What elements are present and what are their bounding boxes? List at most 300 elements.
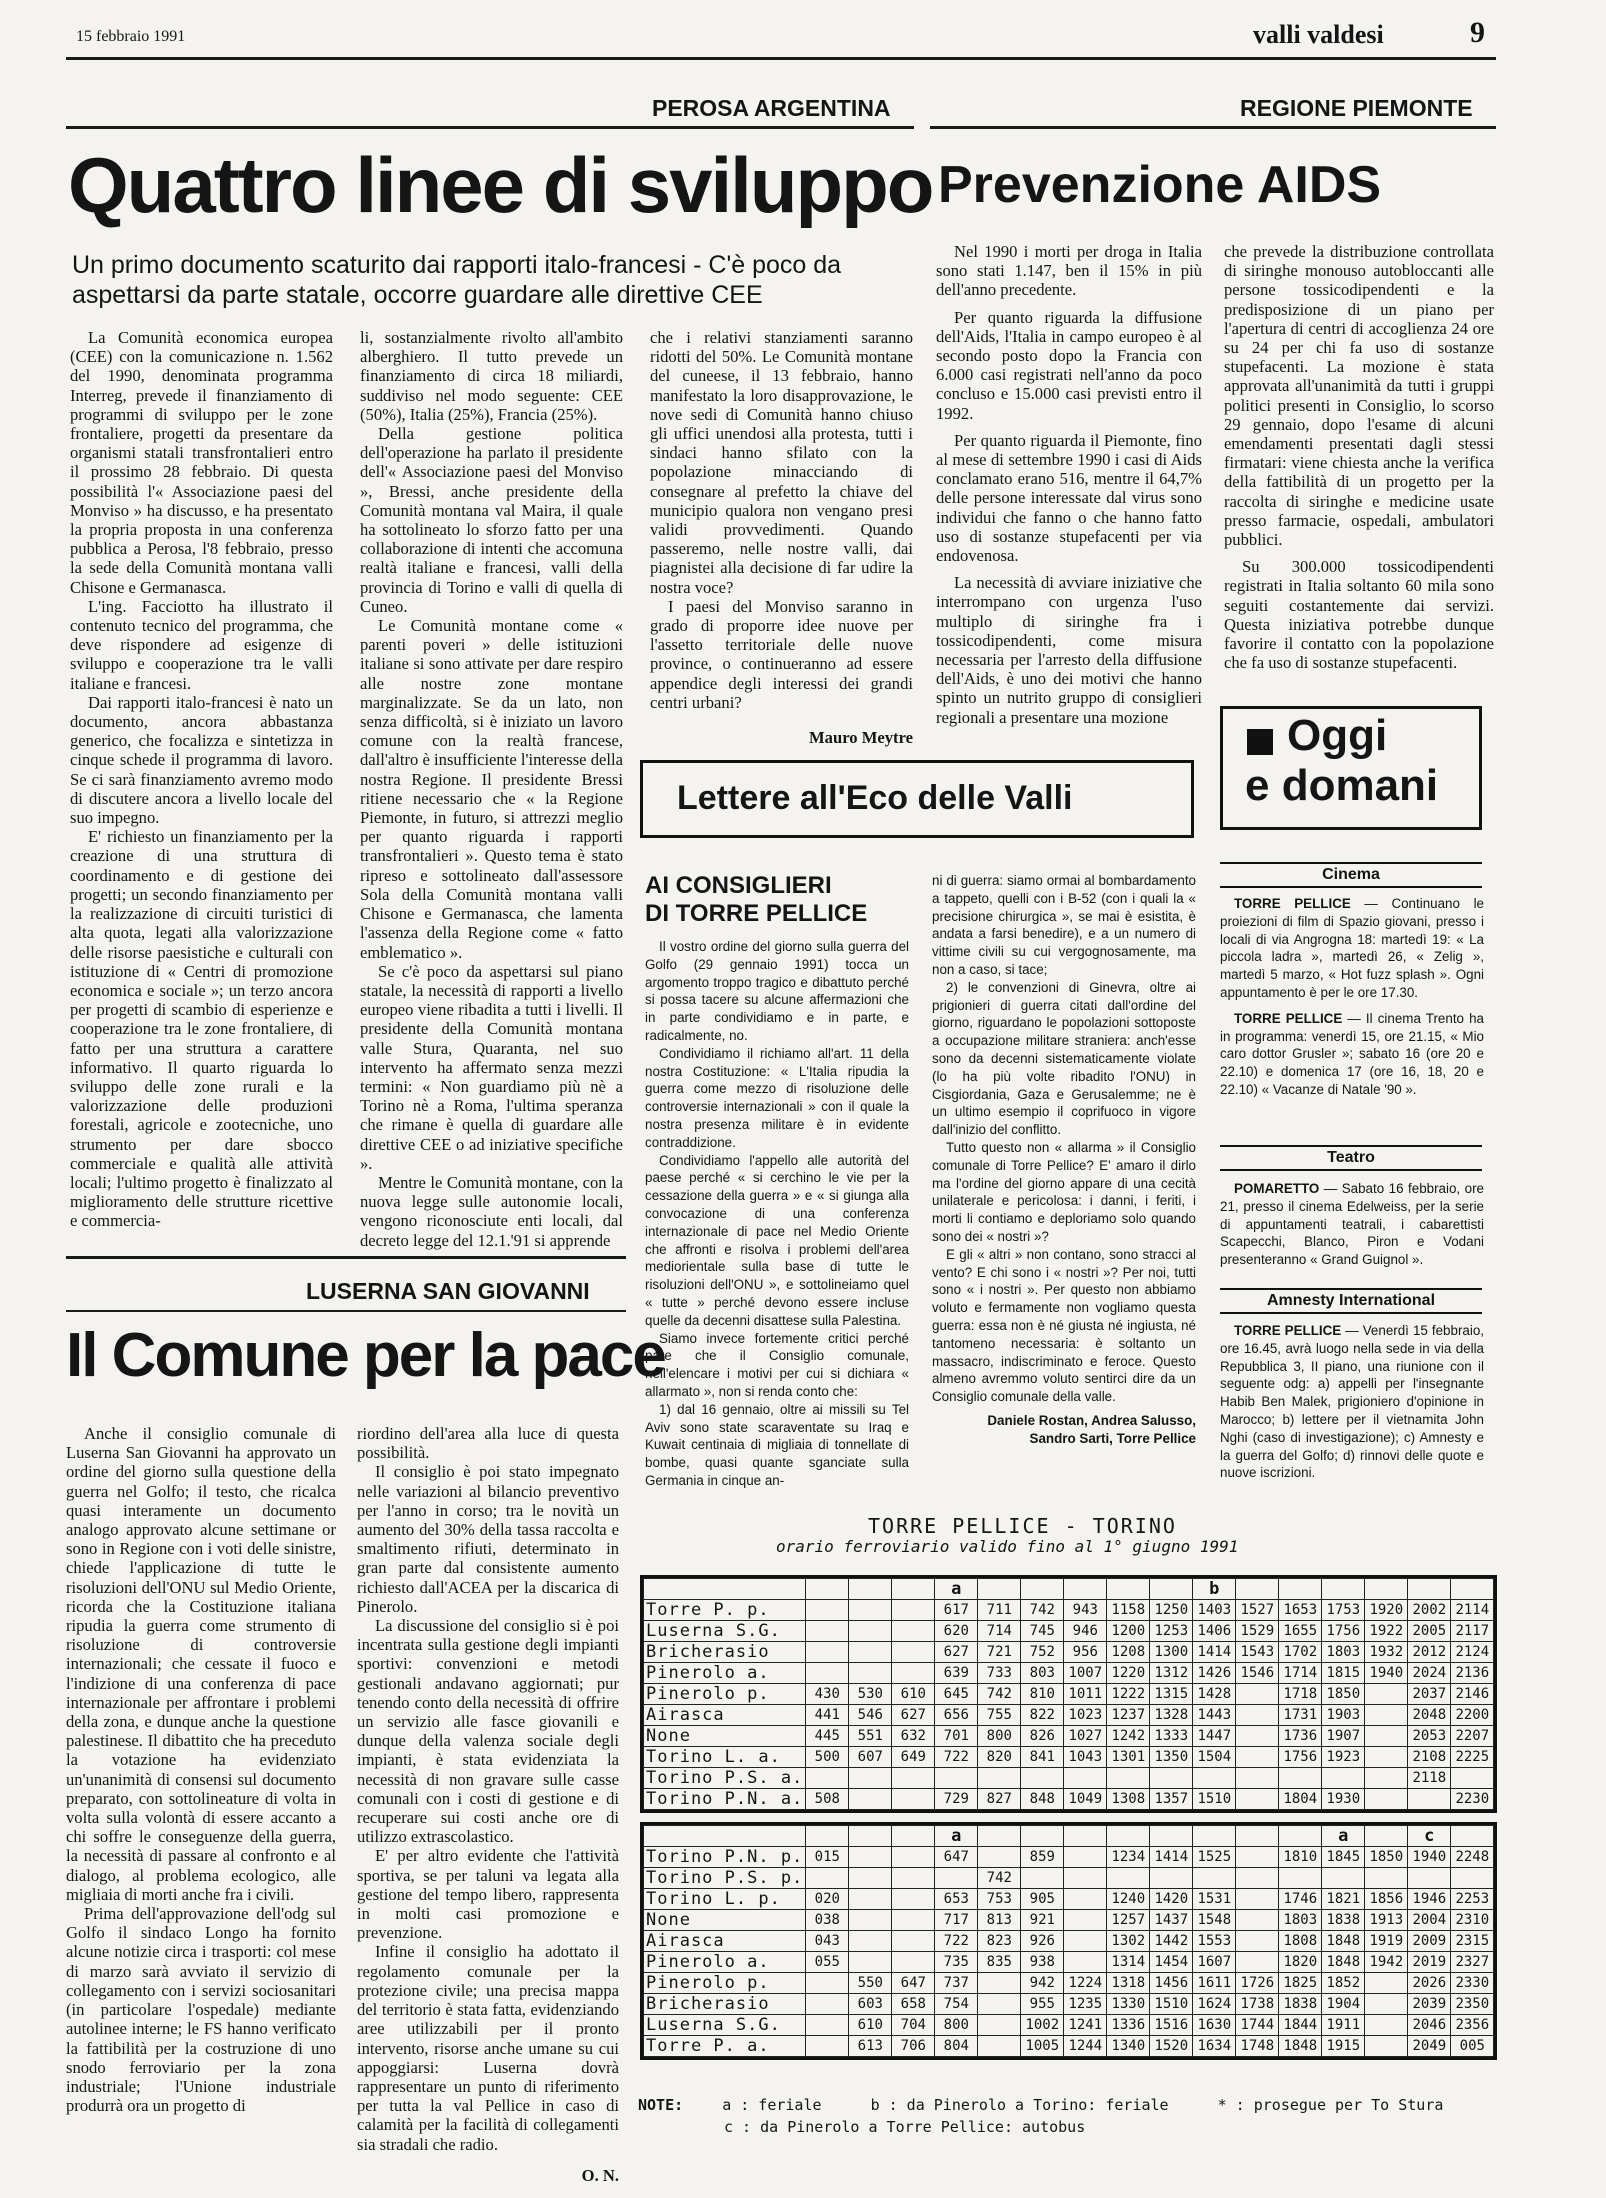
timetable-mark-cell: [1365, 1826, 1408, 1847]
timetable-time: [806, 1768, 849, 1789]
paragraph: La discussione del consiglio si è poi incentrata sulla gestione degli impianti sportivi: convenzioni e metodi gestionali andavano aggiornati; pur tenendo conto della necessità di offrire un servizio alle fasce giovanili e dunque della valenza sociale degli impianti, è stata evidenziata la necessità di non gravare sulle casse comunali con i costi di gestione e di recuperare sui costi anche ore di utilizzo extrascolastico.: [357, 1616, 619, 1847]
timetable-time: 603: [849, 1994, 892, 2015]
timetable-mark-cell: [1021, 1579, 1064, 1600]
lettere-banner-title: Lettere all'Eco delle Valli: [677, 779, 1073, 817]
paragraph: Condividiamo il richiamo all'art. 11 della nostra Costituzione: « L'Italia ripudia la guerra come mezzo di risoluzione delle controversie internazionali » con il quale la nostra presenza militare è in evidente contraddizione.: [645, 1045, 909, 1150]
timetable-time: 721: [978, 1642, 1021, 1663]
timetable-time: [1236, 1705, 1279, 1726]
timetable-time: 1714: [1279, 1663, 1322, 1684]
timetable-time: [1365, 1705, 1408, 1726]
timetable-time: [892, 1910, 935, 1931]
timetable-time: 737: [935, 1973, 978, 1994]
luserna-kicker-rule: [66, 1310, 626, 1312]
timetable-row: [644, 1931, 1494, 1952]
timetable-time: 742: [978, 1684, 1021, 1705]
timetable-mark-cell: [1365, 1579, 1408, 1600]
timetable-time: 1543: [1236, 1642, 1279, 1663]
paragraph: che i relativi stanziamenti saranno ridotti del 50%. Le Comunità montane del cuneese, il 13 febbraio, hanno manifestato la loro disapprovazione, le nove sedi di Comunità hanno chiuso gli uffici unendosi alla protesta, tutti i sindaci hanno sfilato con la popolazione minacciando di consegnare al prefetto la chiave del municipio qualora non vengano presi validi provvedimenti. Quando passeremo, nelle nostre valli, dai piagnistei alla decisione di far udire la nostra voce?: [650, 328, 913, 597]
timetable-time: 1940: [1365, 1663, 1408, 1684]
timetable-time: 1746: [1279, 1889, 1322, 1910]
timetable-time: [892, 1600, 935, 1621]
timetable-time: 2315: [1451, 1931, 1494, 1952]
timetable-station: Torre P. p.: [644, 1600, 806, 1621]
timetable-row: [644, 1705, 1494, 1726]
timetable-time: 2356: [1451, 2015, 1494, 2036]
timetable-mark-cell: [892, 1826, 935, 1847]
timetable-time: 1553: [1193, 1931, 1236, 1952]
timetable-time: 1049: [1064, 1789, 1107, 1810]
timetable-time: [1193, 1868, 1236, 1889]
timetable-time: 2310: [1451, 1910, 1494, 1931]
timetable-time: 2146: [1451, 1684, 1494, 1705]
timetable-time: 1922: [1365, 1621, 1408, 1642]
timetable-time: 1815: [1322, 1663, 1365, 1684]
timetable-station: None: [644, 1726, 806, 1747]
timetable-station: Pinerolo a.: [644, 1663, 806, 1684]
paragraph: Tutto questo non « allarma » il Consiglio comunale di Torre Pellice? E' amaro il dirlo ma l'ordine del giorno appare di una cecità unilaterale e pericolosa: i danni, i feriti, i morti li contiamo e deploriamo solo quando sono dei « nostri »?: [932, 1139, 1196, 1244]
timetable-time: 1443: [1193, 1705, 1236, 1726]
timetable-row: [644, 1726, 1494, 1747]
timetable-row: [644, 1600, 1494, 1621]
timetable-time: 550: [849, 1973, 892, 1994]
timetable-time: [892, 1952, 935, 1973]
timetable-time: 1007: [1064, 1663, 1107, 1684]
timetable-time: 942: [1021, 1973, 1064, 1994]
timetable-row: [644, 1910, 1494, 1931]
timetable-time: 1002: [1021, 2015, 1064, 2036]
timetable-time: 2005: [1408, 1621, 1451, 1642]
timetable-time: 1848: [1279, 2036, 1322, 2057]
timetable-time: 2108: [1408, 1747, 1451, 1768]
timetable-time: 704: [892, 2015, 935, 2036]
timetable-time: 1920: [1365, 1600, 1408, 1621]
timetable-time: 1336: [1107, 2015, 1150, 2036]
timetable-time: [892, 1642, 935, 1663]
timetable-time: 1850: [1322, 1684, 1365, 1705]
timetable-time: 020: [806, 1889, 849, 1910]
timetable-time: [1021, 1868, 1064, 1889]
timetable-time: 1930: [1322, 1789, 1365, 1810]
timetable-time: 1804: [1279, 1789, 1322, 1810]
timetable-time: [1236, 1684, 1279, 1705]
timetable-time: 645: [935, 1684, 978, 1705]
timetable-time: 1907: [1322, 1726, 1365, 1747]
timetable-time: 1300: [1150, 1642, 1193, 1663]
timetable-time: [978, 1973, 1021, 1994]
timetable-time: 441: [806, 1705, 849, 1726]
timetable-time: [1236, 1868, 1279, 1889]
timetable-time: 1726: [1236, 1973, 1279, 1994]
timetable-time: 2136: [1451, 1663, 1494, 1684]
timetable-time: [806, 1642, 849, 1663]
timetable-time: 2048: [1408, 1705, 1451, 1726]
timetable-time: 607: [849, 1747, 892, 1768]
timetable-time: [1365, 2036, 1408, 2057]
paragraph: 2) le convenzioni di Ginevra, oltre ai prigionieri di guerra citati dall'ordine del giorno, riguardano le popolazioni sottoposte a occupazione militare straniera: anch'esse sono da decenni sistematicamente violate (lo ha più volte ribadito l'ONU) in Cisgiordania, Gaza e Gerusalemme; ne è un ultimo esempio il coprifuoco in vigore dall'inizio del conflitto.: [932, 979, 1196, 1138]
timetable-time: [1064, 1910, 1107, 1931]
timetable-time: 1456: [1150, 1973, 1193, 1994]
listing: [1220, 1010, 1484, 1099]
timetable-time: [1150, 1768, 1193, 1789]
timetable-time: 1314: [1107, 1952, 1150, 1973]
timetable-time: 1504: [1193, 1747, 1236, 1768]
timetable-time: 1357: [1150, 1789, 1193, 1810]
timetable-mark-cell: [1107, 1579, 1150, 1600]
timetable-time: 1516: [1150, 2015, 1193, 2036]
listing: [1220, 1322, 1484, 1482]
timetable-time: [1451, 1768, 1494, 1789]
timetable-row: [644, 1747, 1494, 1768]
timetable-time: 1718: [1279, 1684, 1322, 1705]
timetable-time: 735: [935, 1952, 978, 1973]
aids-column-2: [1224, 242, 1494, 672]
listing: [1220, 1180, 1484, 1269]
paragraph: Condividiamo l'appello alle autorità del paese perché « si cerchino le vie per la cessazione della guerra » e « si giunga alla convocazione di una conferenza internazionale di pace nel Medio Oriente che affronti e risolva i problemi dell'area mediorientale sulla base di tutte le risoluzioni dell'ONU », e sottolineiamo quel « tutte » perché devono essere incluse quelle da decenni disattese sulla Palestina.: [645, 1152, 909, 1328]
timetable-time: [1064, 1847, 1107, 1868]
timetable-time: 1005: [1021, 2036, 1064, 2057]
timetable-station: Luserna S.G.: [644, 1621, 806, 1642]
timetable-time: [1107, 1868, 1150, 1889]
timetable-row: [644, 1684, 1494, 1705]
timetable-time: [892, 1847, 935, 1868]
timetable-time: [806, 1994, 849, 2015]
timetable-time: [1236, 1726, 1279, 1747]
timetable-time: 658: [892, 1994, 935, 2015]
timetable-station: None: [644, 1910, 806, 1931]
timetable-time: 1736: [1279, 1726, 1322, 1747]
timetable-time: [849, 1768, 892, 1789]
timetable-time: 038: [806, 1910, 849, 1931]
paragraph: Su 300.000 tossicodipendenti registrati in Italia soltanto 60 mila sono seguiti costantemente dai servizi. Questa iniziativa potrebbe dunque favorire il contatto con la popolazione che fa uso di sostanze stupefacenti.: [1224, 557, 1494, 673]
timetable-time: 1520: [1150, 2036, 1193, 2057]
timetable-time: 1242: [1107, 1726, 1150, 1747]
luserna-title: Il Comune per la pace: [66, 1321, 665, 1390]
timetable-time: 943: [1064, 1600, 1107, 1621]
timetable-time: 1607: [1193, 1952, 1236, 1973]
lettere-column-1: [645, 938, 909, 1490]
timetable-time: 1318: [1107, 1973, 1150, 1994]
timetable-mark-cell: [1193, 1826, 1236, 1847]
timetable-time: [1236, 1889, 1279, 1910]
timetable-time: 1340: [1107, 2036, 1150, 2057]
timetable-time: 822: [1021, 1705, 1064, 1726]
timetable-station: Torre P. a.: [644, 2036, 806, 2057]
timetable-mark-cell: [1279, 1579, 1322, 1600]
timetable-mark-row: [644, 1826, 1494, 1847]
timetable-time: [1365, 2015, 1408, 2036]
timetable-time: [806, 1663, 849, 1684]
timetable-time: [978, 2036, 1021, 2057]
timetable-time: 1803: [1279, 1910, 1322, 1931]
timetable-time: [1236, 1931, 1279, 1952]
note-label: NOTE:: [638, 2096, 684, 2114]
timetable-time: 938: [1021, 1952, 1064, 1973]
timetable-time: [1279, 1768, 1322, 1789]
timetable-time: [849, 1663, 892, 1684]
timetable-time: 508: [806, 1789, 849, 1810]
timetable-time: 1844: [1279, 2015, 1322, 2036]
timetable-mark-cell: [1451, 1579, 1494, 1600]
timetable-time: 729: [935, 1789, 978, 1810]
timetable-time: 803: [1021, 1663, 1064, 1684]
timetable-row: [644, 2015, 1494, 2036]
timetable-time: 1923: [1322, 1747, 1365, 1768]
timetable-time: 2230: [1451, 1789, 1494, 1810]
timetable-time: [1322, 1768, 1365, 1789]
timetable-time: 2118: [1408, 1768, 1451, 1789]
perosa-subtitle: Un primo documento scaturito dai rapporti italo-francesi - C'è poco da aspettarsi da parte statale, occorre guardare alle direttive CEE: [72, 251, 842, 309]
paragraph: Mentre le Comunità montane, con la nuova legge sulle autonomie locali, vengono riconosciute enti locali, dal decreto legge del 12.1.'91 si apprende: [360, 1172, 623, 1250]
timetable-time: 610: [892, 1684, 935, 1705]
paragraph: La Comunità economica europea (CEE) con la comunicazione n. 1.562 del 1990, denominata programma Interreg, prevede il finanziamento di programmi di sviluppo per le zone frontaliere, progetti da presentare da organismi statali transfrontalieri entro il prossimo 28 febbraio. Di questa possibilità l'« Associazione paesi del Monviso » ha discusso, e ha presentato la propria proposta in una conferenza pubblica a Perosa, l'8 febbraio, presso la sede della Comunità montana valli Chisone e Germanasca.: [70, 328, 333, 597]
perosa-title: Quattro linee di sviluppo: [68, 141, 933, 229]
timetable-row: [644, 1768, 1494, 1789]
timetable-time: 1420: [1150, 1889, 1193, 1910]
amnesty-listings: [1220, 1322, 1484, 1482]
listing-place: POMARETTO: [1234, 1181, 1320, 1196]
timetable-time: 1825: [1279, 1973, 1322, 1994]
timetable-time: 1903: [1322, 1705, 1365, 1726]
timetable-time: [806, 2036, 849, 2057]
aids-title: Prevenzione AIDS: [938, 156, 1382, 214]
timetable-mark-cell: [644, 1826, 806, 1847]
luserna-signature: O. N.: [581, 2165, 619, 2185]
timetable-time: 546: [849, 1705, 892, 1726]
timetable-time: 1731: [1279, 1705, 1322, 1726]
timetable-time: 1257: [1107, 1910, 1150, 1931]
timetable-time: [1408, 1789, 1451, 1810]
note-b: b : da Pinerolo a Torino: feriale: [870, 2096, 1169, 2114]
aids-kicker-rule: [930, 126, 1496, 129]
timetable-time: 859: [1021, 1847, 1064, 1868]
timetable-time: 1244: [1064, 2036, 1107, 2057]
lettere-signature: Sandro Sarti, Torre Pellice: [1029, 1430, 1196, 1446]
timetable-time: [1365, 1768, 1408, 1789]
timetable-time: [1236, 1768, 1279, 1789]
timetable-time: [1236, 1789, 1279, 1810]
timetable-mark-cell: [1107, 1826, 1150, 1847]
timetable-time: [806, 1600, 849, 1621]
timetable-time: 1027: [1064, 1726, 1107, 1747]
timetable-time: 656: [935, 1705, 978, 1726]
paragraph: Per quanto riguarda la diffusione dell'Aids, l'Italia in campo europeo è al secondo posto dopo la Francia con 6.000 casi registrati nell'anno da poco concluso e 15.000 casi previsti entro il 1992.: [936, 307, 1202, 423]
paragraph: Prima dell'approvazione dell'odg sul Golfo il sindaco Longo ha fornito alcune notizie circa i trasporti: col mese di marzo sarà avviato il servizio di collegamento con i servizi sociosanitari (in particolare l'ospedale) mediante autolinee interne; le FS hanno verificato la fattibilità per la costruzione di uno snodo ferroviario per la zona industriale; l'Unione industriale produrrà ora un progetto di: [66, 1904, 336, 2116]
timetable-time: [978, 1768, 1021, 1789]
timetable-grid: [643, 1578, 1494, 1810]
timetable-time: 2207: [1451, 1726, 1494, 1747]
timetable-time: 530: [849, 1684, 892, 1705]
timetable-time: 015: [806, 1847, 849, 1868]
lettere-title-line1: AI CONSIGLIERI: [645, 872, 832, 899]
timetable-station: Airasca: [644, 1705, 806, 1726]
timetable-time: 2248: [1451, 1847, 1494, 1868]
timetable-time: [1236, 1952, 1279, 1973]
timetable-time: 551: [849, 1726, 892, 1747]
timetable-note: [638, 2094, 1498, 2138]
timetable-mark-cell: [1279, 1826, 1322, 1847]
timetable-time: 1237: [1107, 1705, 1150, 1726]
timetable-time: 800: [978, 1726, 1021, 1747]
timetable-time: [806, 2015, 849, 2036]
timetable-time: 1525: [1193, 1847, 1236, 1868]
timetable-time: 1442: [1150, 1931, 1193, 1952]
timetable-time: 701: [935, 1726, 978, 1747]
timetable-time: [1064, 1931, 1107, 1952]
timetable-time: 445: [806, 1726, 849, 1747]
timetable-mark-cell: c: [1408, 1826, 1451, 1847]
paragraph: Le Comunità montane come « parenti poveri » delle istituzioni italiane si sono attivate per dare respiro alle nostre zone montane marginalizzate. Se da un lato, non senza difficoltà, si è iniziato un lavoro comune con la realtà francese, dall'altro è insufficiente l'interesse della nostra Regione. Il presidente Bressi ritiene necessario che « la Regione Piemonte, in futuro, si attrezzi meglio per quanto riguarda i rapporti transfrontalieri ». Questo tema è stato ripreso e sottolineato dall'assessore Sola della Comunità montana valli Chisone e Germanasca, che lamenta l'assenza della Regione come « fatto emblematico ».: [360, 616, 623, 962]
perosa-signature: Mauro Meytre: [809, 728, 913, 748]
timetable-time: 2012: [1408, 1642, 1451, 1663]
perosa-column-1: [70, 328, 333, 1231]
timetable-time: 043: [806, 1931, 849, 1952]
listing: [1220, 895, 1484, 1002]
paragraph: li, sostanzialmente rivolto all'ambito alberghiero. Il tutto prevede un finanziamento di circa 18 miliardi, suddiviso nel modo seguente: CEE (50%), Italia (25%), Francia (25%).: [360, 328, 623, 424]
timetable-time: 1403: [1193, 1600, 1236, 1621]
timetable-time: [849, 1889, 892, 1910]
paragraph: Se c'è poco da aspettarsi sul piano statale, la necessità di rapporti a livello europeo viene ribadita a tutti i livelli. Il presidente della Comunità montana valle Stura, Quaranta, nel suo intervento ha affermato senza mezzi termini: « Non guardiamo più nè a Torino nè a Roma, l'ultima speranza che rimane è quella di guardare alle direttive CEE o ad iniziative specifiche ».: [360, 961, 623, 1173]
timetable-station: Airasca: [644, 1931, 806, 1952]
timetable-time: [849, 1952, 892, 1973]
timetable-time: [978, 2015, 1021, 2036]
timetable-row: [644, 1994, 1494, 2015]
timetable-time: [1365, 1684, 1408, 1705]
timetable-time: 653: [935, 1889, 978, 1910]
listing-text: — Continuano le proiezioni di film di Spazio giovani, presso i locali di via Angrogna 18: martedì 19: « La piccola ladra », martedì 26, « Zelig », martedì 5 marzo, « Hot fuzz splash ». Ogni appuntamento è per le ore 17.30.: [1220, 896, 1484, 1000]
timetable-mark-cell: [644, 1579, 806, 1600]
timetable-time: 711: [978, 1600, 1021, 1621]
timetable-time: 1510: [1193, 1789, 1236, 1810]
listing-text: — Sabato 16 febbraio, ore 21, presso il cinema Edelweiss, per la serie di appuntamenti teatrali, i cabarettisti Scapecchi, Blanco, Piron e Vodani presenteranno « Grand Guignol ».: [1220, 1181, 1484, 1268]
timetable-time: [978, 1994, 1021, 2015]
timetable-time: [1365, 1789, 1408, 1810]
timetable-time: 2046: [1408, 2015, 1451, 2036]
timetable-time: 1308: [1107, 1789, 1150, 1810]
paragraph: Nel 1990 i morti per droga in Italia sono stati 1.147, ben il 15% in più dell'anno precedente.: [936, 242, 1202, 300]
timetable-time: 1748: [1236, 2036, 1279, 2057]
timetable-time: 639: [935, 1663, 978, 1684]
paragraph: Anche il consiglio comunale di Luserna San Giovanni ha approvato un ordine del giorno sulla questione della guerra nel Golfo; il testo, che ricalca quasi interamente un documento analogo approvato alcune settimane or sono in Regione con i voti delle sinistre, chiede l'applicazione di tutte le risoluzioni dell'ONU sul Medio Oriente, ricorda che la Costituzione italiana ripudia la guerra come strumento di risoluzione di controversie internazionali; che cessate il fuoco e l'indizione di una conferenza di pace internazionale per affrontare i problemi della zona, e dunque anche la questione palestinese. Il dibattito che ha preceduto la votazione ha evidenziato un'unanimità di consensi sul documento preparato, con sottolineature di volta in volta sulla volontà di essere accanto a chi soffre le conseguenze della guerra, la necessità di passare al confronto e al dialogo, al problema ecologico, alle migliaia di morti anche fra i civili.: [66, 1424, 336, 1904]
timetable-row: [644, 1973, 1494, 1994]
lettere-signature: Daniele Rostan, Andrea Salusso,: [987, 1412, 1196, 1428]
timetable-station: Torino P.N. p.: [644, 1847, 806, 1868]
page-number: 9: [1470, 16, 1485, 49]
timetable-station: Torino P.S. a.: [644, 1768, 806, 1789]
timetable-time: 820: [978, 1747, 1021, 1768]
timetable-time: 1200: [1107, 1621, 1150, 1642]
timetable-time: [806, 1621, 849, 1642]
timetable-time: 627: [935, 1642, 978, 1663]
timetable-time: 1738: [1236, 1994, 1279, 2015]
timetable-time: 1301: [1107, 1747, 1150, 1768]
timetable-time: [1365, 1726, 1408, 1747]
timetable-time: [806, 1973, 849, 1994]
timetable-time: [935, 1868, 978, 1889]
timetable-row: [644, 1952, 1494, 1973]
timetable-time: 2024: [1408, 1663, 1451, 1684]
timetable-row: [644, 1642, 1494, 1663]
timetable-time: 2330: [1451, 1973, 1494, 1994]
luserna-top-rule: [66, 1256, 626, 1259]
timetable-time: 1220: [1107, 1663, 1150, 1684]
timetable-time: 1158: [1107, 1600, 1150, 1621]
timetable-time: [1236, 1847, 1279, 1868]
timetable-time: [892, 1768, 935, 1789]
paragraph: Siamo invece fortemente critici perché pare che il Consiglio comunale, nell'elencare i motivi per cui si dichiara « allarmato », non si renda conto che:: [645, 1330, 909, 1399]
timetable-time: 005: [1451, 2036, 1494, 2057]
timetable-time: [1279, 1868, 1322, 1889]
timetable-time: 752: [1021, 1642, 1064, 1663]
timetable-time: 1224: [1064, 1973, 1107, 1994]
timetable-time: 1911: [1322, 2015, 1365, 2036]
timetable-time: 905: [1021, 1889, 1064, 1910]
teatro-heading: Teatro: [1220, 1145, 1482, 1171]
timetable-time: 647: [935, 1847, 978, 1868]
timetable-time: 1208: [1107, 1642, 1150, 1663]
timetable-time: 1624: [1193, 1994, 1236, 2015]
timetable-time: [1064, 1868, 1107, 1889]
timetable-time: 1240: [1107, 1889, 1150, 1910]
square-bullet-icon: [1247, 729, 1273, 755]
paragraph: 1) dal 16 gennaio, oltre ai missili su Tel Aviv sono state scaraventate su Iraq e Kuwait centinaia di migliaia di tonnellate di bombe, quasi quante sganciate sulla Germania in cinque an-: [645, 1401, 909, 1488]
timetable-mark-cell: a: [935, 1826, 978, 1847]
timetable-time: 1808: [1279, 1931, 1322, 1952]
timetable-time: 055: [806, 1952, 849, 1973]
timetable-time: 1414: [1193, 1642, 1236, 1663]
timetable-time: 753: [978, 1889, 1021, 1910]
listing-place: TORRE PELLICE: [1234, 1323, 1342, 1338]
paragraph: La necessità di avviare iniziative che interrompano con urgenza l'uso multiplo di siringhe fra i tossicodipendenti, come misura necessaria per l'arresto della diffusione dell'Aids, è uno dei motivi che hanno spinto un nutrito gruppo di consiglieri regionali a presentare una mozione: [936, 573, 1202, 727]
perosa-column-2: [360, 328, 623, 1250]
timetable-mark-row: [644, 1579, 1494, 1600]
timetable-time: 1756: [1322, 1621, 1365, 1642]
listing-text: — Il cinema Trento ha in programma: venerdì 15, ore 21.15, « Mio caro dottor Grusler »; sabato 16 (ore 20 e 22.10) e domenica 17 (ore 16, 18, 20 e 22.10) « Vacanze di Natale '90 ».: [1220, 1010, 1484, 1097]
timetable-time: 946: [1064, 1621, 1107, 1642]
timetable-time: [1322, 1868, 1365, 1889]
luserna-kicker: LUSERNA SAN GIOVANNI: [306, 1278, 590, 1304]
timetable-time: 620: [935, 1621, 978, 1642]
timetable-station: Bricherasio: [644, 1994, 806, 2015]
timetable-time: [1021, 1768, 1064, 1789]
timetable-time: 1253: [1150, 1621, 1193, 1642]
paragraph: Il vostro ordine del giorno sulla guerra del Golfo (29 gennaio 1991) tocca un argomento troppo tragico e dibattuto perché si possa tacere su alcune affermazioni che in parte condividiamo e in parte, e radicalmente, no.: [645, 939, 909, 1043]
timetable-time: 2053: [1408, 1726, 1451, 1747]
timetable-station: Torino L. p.: [644, 1889, 806, 1910]
timetable-time: [892, 1789, 935, 1810]
timetable-time: 1634: [1193, 2036, 1236, 2057]
paragraph: I paesi del Monviso saranno in grado di proporre idee nuove per l'assetto territoriale delle nuove province, o continueranno ad essere appendice degli interessi dei grandi centri urbani?: [650, 596, 913, 712]
note-star: * : prosegue per To Stura: [1217, 2096, 1444, 2114]
timetable-time: 2253: [1451, 1889, 1494, 1910]
timetable-time: [1107, 1768, 1150, 1789]
timetable-time: [849, 1789, 892, 1810]
timetable-time: 2019: [1408, 1952, 1451, 1973]
timetable-time: 2225: [1451, 1747, 1494, 1768]
timetable-time: 813: [978, 1910, 1021, 1931]
timetable-time: 1904: [1322, 1994, 1365, 2015]
timetable-time: 1023: [1064, 1705, 1107, 1726]
note-a: a : feriale: [722, 2096, 822, 2114]
timetable-time: [1365, 1747, 1408, 1768]
timetable-time: 826: [1021, 1726, 1064, 1747]
timetable-time: 800: [935, 2015, 978, 2036]
timetable-time: [892, 1868, 935, 1889]
timetable-time: 1753: [1322, 1600, 1365, 1621]
timetable-time: [1193, 1768, 1236, 1789]
timetable-station: Torino L. a.: [644, 1747, 806, 1768]
timetable-time: 617: [935, 1600, 978, 1621]
timetable-time: 632: [892, 1726, 935, 1747]
